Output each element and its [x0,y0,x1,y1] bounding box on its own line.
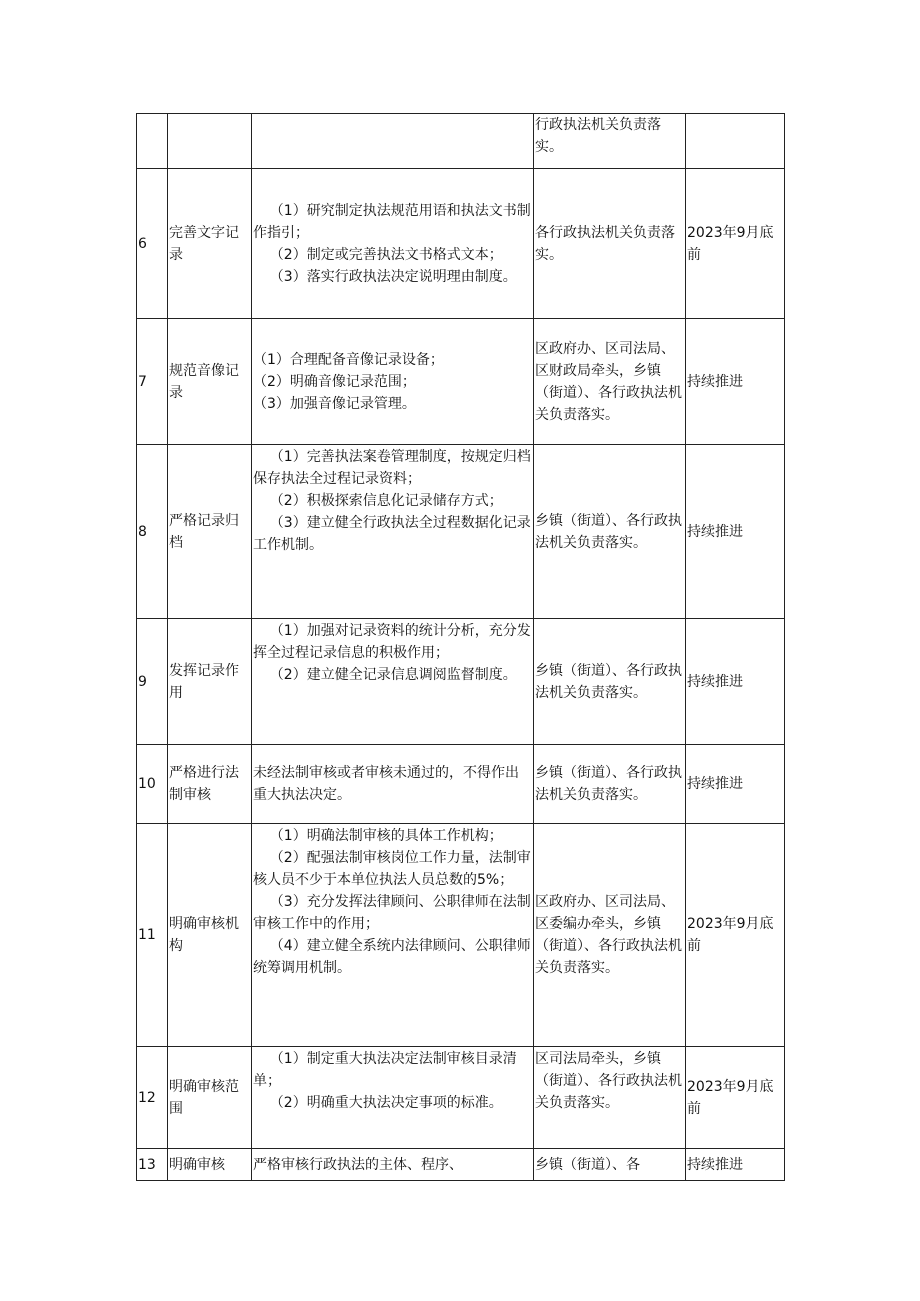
responsible-unit: 行政执法机关负责落实。 [534,114,686,169]
table-row [137,169,785,319]
measures-cell [252,1149,534,1181]
task-name [168,114,252,169]
measure-item: （1）加强对记录资料的统计分析，充分发挥全过程记录信息的积极作用； [253,623,531,661]
responsible-unit: 乡镇（街道）、各行政执法机关负责落实。 [534,745,686,824]
row-number: 6 [137,169,168,319]
deadline: 持续推进 [686,319,785,445]
row-number: 7 [137,319,168,445]
table-row [137,445,785,619]
row-number: 8 [137,445,168,619]
row-number: 10 [137,745,168,824]
deadline: 2023年9月底前 [686,169,785,319]
measure-item: （2）配强法制审核岗位工作力量，法制审核人员不少于本单位执法人员总数的5%； [253,850,531,888]
responsible-unit: 区政府办、区司法局、区委编办牵头，乡镇（街道）、各行政执法机关负责落实。 [534,824,686,1047]
task-name: 明确审核机构 [168,824,252,1047]
deadline: 持续推进 [686,619,785,745]
table-row [137,745,785,824]
responsible-unit: 各行政执法机关负责落实。 [534,169,686,319]
measure-item: （2）明确音像记录范围； [253,373,416,390]
task-name: 规范音像记录 [168,319,252,445]
responsible-unit: 乡镇（街道）、各行政执法机关负责落实。 [534,445,686,619]
responsible-unit: 乡镇（街道）、各行政执法机关负责落实。 [534,619,686,745]
table-row [137,319,785,445]
measure-item: （3）落实行政执法决定说明理由制度。 [269,268,517,285]
responsible-unit: 乡镇（街道）、各 [534,1149,686,1181]
measures-cell [252,445,534,619]
measures-cell [252,1047,534,1149]
measures-cell [252,169,534,319]
measure-item: 严格审核行政执法的主体、程序、 [253,1156,463,1173]
measure-item: （1）制定重大执法决定法制审核目录清单； [253,1051,517,1089]
table-row [137,824,785,1047]
deadline: 持续推进 [686,445,785,619]
measure-item: （2）积极探索信息化记录储存方式； [269,493,503,509]
measures-cell [252,319,534,445]
measures-cell [252,619,534,745]
measure-item: （3）充分发挥法律顾问、公职律师在法制审核工作中的作用； [253,894,531,932]
deadline: 持续推进 [686,745,785,824]
measures-cell [252,745,534,824]
task-name: 明确审核范围 [168,1047,252,1149]
task-name: 严格记录归档 [168,445,252,619]
measure-item: （1）明确法制审核的具体工作机构； [269,828,503,844]
measure-item: （1）完善执法案卷管理制度，按规定归档保存执法全过程记录资料； [253,449,531,487]
task-name: 发挥记录作用 [168,619,252,745]
measure-item: 未经法制审核或者审核未通过的，不得作出重大执法决定。 [253,765,519,803]
task-table-body [137,114,785,1181]
measure-item: （3）建立健全行政执法全过程数据化记录工作机制。 [253,515,531,553]
table-row [137,619,785,745]
deadline [686,114,785,169]
row-number: 11 [137,824,168,1047]
row-number: 13 [137,1149,168,1181]
deadline: 持续推进 [686,1149,785,1181]
measure-item: （2）建立健全记录信息调阅监督制度。 [269,667,517,683]
table-row [137,1047,785,1149]
responsible-unit: 区司法局牵头，乡镇（街道）、各行政执法机关负责落实。 [534,1047,686,1149]
deadline: 2023年9月底前 [686,1047,785,1149]
measure-item: （2）明确重大执法决定事项的标准。 [269,1095,503,1111]
task-name: 严格进行法制审核 [168,745,252,824]
measure-item: （2）制定或完善执法文书格式文本； [269,246,503,263]
task-name: 完善文字记录 [168,169,252,319]
deadline: 2023年9月底前 [686,824,785,1047]
measures-cell [252,114,534,169]
row-number: 12 [137,1047,168,1149]
responsible-unit: 区政府办、区司法局、区财政局牵头，乡镇（街道）、各行政执法机关负责落实。 [534,319,686,445]
measure-item: （1）合理配备音像记录设备； [253,351,444,368]
row-number [137,114,168,169]
task-name: 明确审核 [168,1149,252,1181]
measure-item: （1）研究制定执法规范用语和执法文书制作指引； [253,202,531,241]
table-row [137,1149,785,1181]
measure-item: （4）建立健全系统内法律顾问、公职律师统筹调用机制。 [253,938,531,976]
measure-item: （3）加强音像记录管理。 [253,395,416,412]
row-number: 9 [137,619,168,745]
measures-cell [252,824,534,1047]
task-table [136,113,785,1181]
table-row [137,114,785,169]
